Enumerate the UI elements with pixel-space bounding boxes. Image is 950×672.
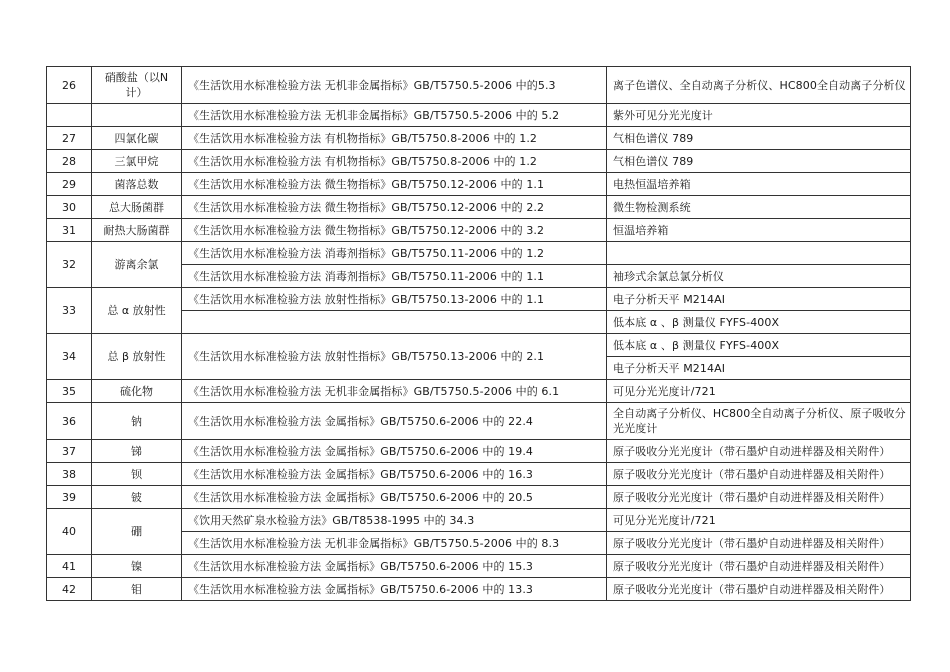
table-row — [47, 150, 911, 173]
test-item: 总 β 放射性 — [92, 334, 182, 380]
test-method-standard: 《生活饮用水标准检验方法 微生物指标》GB/T5750.12-2006 中的 2.2 — [182, 196, 607, 219]
table-row — [47, 555, 911, 578]
test-method-standard: 《生活饮用水标准检验方法 微生物指标》GB/T5750.12-2006 中的 3.2 — [182, 219, 607, 242]
test-item: 三氯甲烷 — [92, 150, 182, 173]
row-number: 30 — [47, 196, 92, 219]
test-method-standard: 《生活饮用水标准检验方法 微生物指标》GB/T5750.12-2006 中的 1.1 — [182, 173, 607, 196]
table-row — [47, 403, 911, 440]
instrument: 原子吸收分光光度计（带石墨炉自动进样器及相关附件） — [607, 463, 911, 486]
test-method-standard: 《生活饮用水标准检验方法 金属指标》GB/T5750.6-2006 中的 13.3 — [182, 578, 607, 601]
test-item: 铍 — [92, 486, 182, 509]
instrument: 恒温培养箱 — [607, 219, 911, 242]
test-method-standard: 《生活饮用水标准检验方法 放射性指标》GB/T5750.13-2006 中的 1.1 — [182, 288, 607, 311]
instrument: 原子吸收分光光度计（带石墨炉自动进样器及相关附件） — [607, 578, 911, 601]
row-number: 42 — [47, 578, 92, 601]
table-row — [47, 67, 911, 104]
row-number: 41 — [47, 555, 92, 578]
test-method-standard: 《生活饮用水标准检验方法 有机物指标》GB/T5750.8-2006 中的 1.2 — [182, 127, 607, 150]
test-item: 硼 — [92, 509, 182, 555]
row-number: 39 — [47, 486, 92, 509]
test-method-standard: 《生活饮用水标准检验方法 无机非金属指标》GB/T5750.5-2006 中的5.3 — [182, 67, 607, 104]
table-row — [47, 127, 911, 150]
instrument: 原子吸收分光光度计（带石墨炉自动进样器及相关附件） — [607, 532, 911, 555]
row-number: 36 — [47, 403, 92, 440]
test-item — [92, 104, 182, 127]
test-method-standard: 《生活饮用水标准检验方法 无机非金属指标》GB/T5750.5-2006 中的 5.2 — [182, 104, 607, 127]
test-method-standard: 《生活饮用水标准检验方法 金属指标》GB/T5750.6-2006 中的 20.5 — [182, 486, 607, 509]
test-method-standard: 《生活饮用水标准检验方法 无机非金属指标》GB/T5750.5-2006 中的 6.1 — [182, 380, 607, 403]
table-row — [47, 196, 911, 219]
instrument: 离子色谱仪、全自动离子分析仪、HC800全自动离子分析仪 — [607, 67, 911, 104]
test-item: 耐热大肠菌群 — [92, 219, 182, 242]
table-row — [47, 440, 911, 463]
test-method-standard: 《生活饮用水标准检验方法 有机物指标》GB/T5750.8-2006 中的 1.2 — [182, 150, 607, 173]
test-item: 钡 — [92, 463, 182, 486]
instrument: 低本底 α 、β 测量仪 FYFS-400X — [607, 311, 911, 334]
test-method-standard: 《生活饮用水标准检验方法 金属指标》GB/T5750.6-2006 中的 22.4 — [182, 403, 607, 440]
table-row — [47, 380, 911, 403]
instrument: 气相色谱仪 789 — [607, 150, 911, 173]
test-method-standard: 《饮用天然矿泉水检验方法》GB/T8538-1995 中的 34.3 — [182, 509, 607, 532]
row-number — [47, 104, 92, 127]
instrument: 原子吸收分光光度计（带石墨炉自动进样器及相关附件） — [607, 555, 911, 578]
row-number: 28 — [47, 150, 92, 173]
test-item: 游离余氯 — [92, 242, 182, 288]
table-row — [47, 242, 911, 265]
instrument: 全自动离子分析仪、HC800全自动离子分析仪、原子吸收分光光度计 — [607, 403, 911, 440]
test-method-standard: 《生活饮用水标准检验方法 金属指标》GB/T5750.6-2006 中的 15.3 — [182, 555, 607, 578]
table-row — [47, 509, 911, 532]
test-item: 总 α 放射性 — [92, 288, 182, 334]
table-row — [47, 104, 911, 127]
table-row — [47, 173, 911, 196]
instrument: 原子吸收分光光度计（带石墨炉自动进样器及相关附件） — [607, 486, 911, 509]
test-item: 菌落总数 — [92, 173, 182, 196]
row-number: 35 — [47, 380, 92, 403]
test-method-standard: 《生活饮用水标准检验方法 金属指标》GB/T5750.6-2006 中的 16.3 — [182, 463, 607, 486]
table-body — [47, 67, 911, 601]
row-number: 38 — [47, 463, 92, 486]
row-number: 34 — [47, 334, 92, 380]
test-item: 钼 — [92, 578, 182, 601]
test-method-standard: 《生活饮用水标准检验方法 放射性指标》GB/T5750.13-2006 中的 2.1 — [182, 334, 607, 380]
instrument: 可见分光光度计/721 — [607, 380, 911, 403]
row-number: 26 — [47, 67, 92, 104]
test-method-standard: 《生活饮用水标准检验方法 消毒剂指标》GB/T5750.11-2006 中的 1.1 — [182, 265, 607, 288]
row-number: 29 — [47, 173, 92, 196]
table-row — [47, 219, 911, 242]
test-method-standard: 《生活饮用水标准检验方法 无机非金属指标》GB/T5750.5-2006 中的 8.3 — [182, 532, 607, 555]
test-item: 锑 — [92, 440, 182, 463]
instrument: 可见分光光度计/721 — [607, 509, 911, 532]
row-number: 33 — [47, 288, 92, 334]
instrument: 气相色谱仪 789 — [607, 127, 911, 150]
table-row — [47, 463, 911, 486]
test-item: 四氯化碳 — [92, 127, 182, 150]
instrument — [607, 242, 911, 265]
instrument: 电子分析天平 M214AI — [607, 357, 911, 380]
table-row — [47, 334, 911, 357]
test-method-standard: 《生活饮用水标准检验方法 金属指标》GB/T5750.6-2006 中的 19.4 — [182, 440, 607, 463]
instrument: 电子分析天平 M214AI — [607, 288, 911, 311]
instrument: 电热恒温培养箱 — [607, 173, 911, 196]
instrument: 微生物检测系统 — [607, 196, 911, 219]
row-number: 27 — [47, 127, 92, 150]
test-item: 硝酸盐（以N计） — [92, 67, 182, 104]
row-number: 37 — [47, 440, 92, 463]
test-method-standard — [182, 311, 607, 334]
row-number: 32 — [47, 242, 92, 288]
test-item: 钠 — [92, 403, 182, 440]
test-item: 硫化物 — [92, 380, 182, 403]
test-method-standard: 《生活饮用水标准检验方法 消毒剂指标》GB/T5750.11-2006 中的 1.2 — [182, 242, 607, 265]
row-number: 31 — [47, 219, 92, 242]
table-row — [47, 578, 911, 601]
table-row — [47, 288, 911, 311]
instrument: 原子吸收分光光度计（带石墨炉自动进样器及相关附件） — [607, 440, 911, 463]
instrument: 袖珍式余氯总氯分析仪 — [607, 265, 911, 288]
test-item: 总大肠菌群 — [92, 196, 182, 219]
table-row — [47, 486, 911, 509]
instrument: 紫外可见分光光度计 — [607, 104, 911, 127]
instrument: 低本底 α 、β 测量仪 FYFS-400X — [607, 334, 911, 357]
row-number: 40 — [47, 509, 92, 555]
standards-table — [46, 66, 911, 601]
test-item: 镍 — [92, 555, 182, 578]
